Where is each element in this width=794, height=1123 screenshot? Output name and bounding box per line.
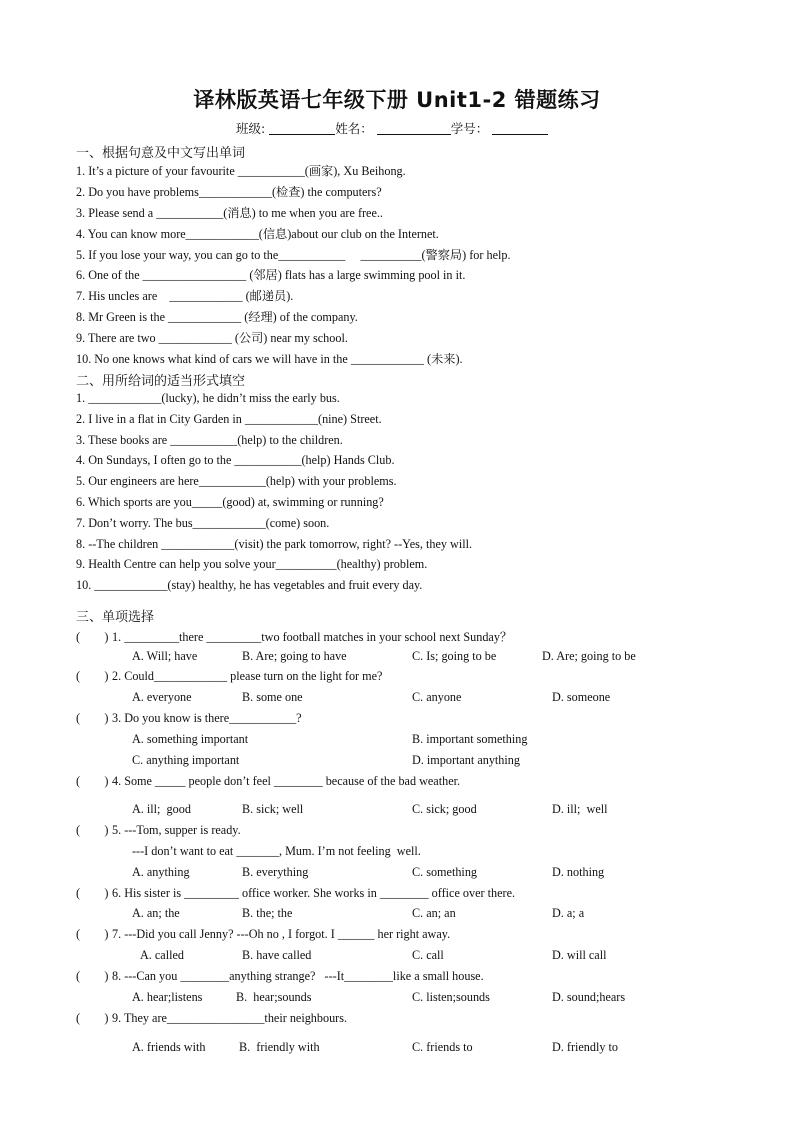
answer-blank[interactable]: ( ) (76, 927, 109, 941)
option-c: C. sick; good (412, 802, 477, 816)
question-stem-line2: ---I don’t want to eat _______, Mum. I’m not feeling well. (132, 844, 421, 858)
option-c: C. anyone (412, 690, 462, 704)
option-c: C. listen;sounds (412, 990, 490, 1004)
option-a: A. hear;listens (132, 990, 203, 1004)
section2-item: 8. --The children ____________(visit) the park tomorrow, right? --Yes, they will. (76, 537, 473, 551)
mc-question-3 (76, 711, 302, 726)
name-label: 姓名： (335, 121, 373, 136)
option-c: C. friends to (412, 1040, 473, 1054)
section1-heading: 一、根据句意及中文写出单词 (76, 146, 246, 161)
mc-question-7 (76, 927, 450, 942)
section1-item: 3. Please send a ___________(消息) to me when you are free.. (76, 206, 383, 220)
option-b: B. friendly with (239, 1040, 320, 1054)
page-title: 译林版英语七年级下册 Unit1-2 错题练习 (193, 88, 601, 112)
answer-blank[interactable]: ( ) (76, 823, 109, 837)
question-stem: 7. ---Did you call Jenny? ---Oh no , I forgot. I ______ her right away. (112, 927, 451, 941)
mc-question-8 (76, 969, 484, 984)
section2-item: 9. Health Centre can help you solve your__________(healthy) problem. (76, 557, 428, 571)
option-b: B. hear;sounds (236, 990, 312, 1004)
answer-blank[interactable]: ( ) (76, 1011, 109, 1025)
option-d: D. nothing (552, 865, 605, 879)
question-stem: 4. Some _____ people don’t feel ________ because of the bad weather. (112, 774, 461, 788)
section2-item: 1. ____________(lucky), he didn’t miss the early bus. (76, 391, 340, 405)
section1-item: 6. One of the _________________ (邻居) flats has a large swimming pool in it. (76, 268, 466, 282)
section2-item: 5. Our engineers are here___________(help) with your problems. (76, 474, 397, 488)
mc-question-4 (76, 774, 460, 789)
section1-item: 5. If you lose your way, you can go to the___________ __________(警察局) for help. (76, 248, 511, 262)
class-blank[interactable] (269, 122, 335, 135)
mc-question-6 (76, 886, 515, 901)
id-label: 学号： (450, 121, 489, 136)
section2-item: 3. These books are ___________(help) to the children. (76, 433, 343, 447)
option-c: C. an; an (412, 906, 456, 920)
section2-item: 10. ____________(stay) healthy, he has vegetables and fruit every day. (76, 578, 423, 592)
option-b: B. the; the (242, 906, 293, 920)
option-d: D. friendly to (552, 1040, 619, 1054)
option-d: D. sound;hears (552, 990, 626, 1004)
question-stem: 2. Could____________ please turn on the light for me? (112, 669, 383, 683)
section2-item: 6. Which sports are you_____(good) at, swimming or running? (76, 495, 384, 509)
section1-item: 1. It’s a picture of your favourite ___________(画家), Xu Beihong. (76, 164, 406, 178)
section3-heading: 三、单项选择 (76, 610, 155, 625)
answer-blank[interactable]: ( ) (76, 630, 109, 644)
option-d: D. Are; going to be (542, 649, 636, 663)
section1-item: 8. Mr Green is the ____________ (经理) of the company. (76, 310, 358, 324)
question-stem: 8. ---Can you ________anything strange? ---It________like a small house. (112, 969, 484, 983)
option-c: C. Is; going to be (412, 649, 497, 663)
option-a: A. anything (132, 865, 190, 879)
id-blank[interactable] (492, 122, 548, 135)
option-c: C. call (412, 948, 444, 962)
mc-question-1 (76, 628, 512, 645)
section2-heading: 二、用所给词的适当形式填空 (76, 374, 246, 389)
question-stem: 5. ---Tom, supper is ready. (112, 823, 241, 837)
option-a: A. Will; have (132, 649, 198, 663)
section1-item: 7. His uncles are ____________ (邮递员). (76, 289, 294, 303)
option-d: D. ill; well (552, 802, 608, 816)
mc-question-5 (76, 823, 241, 838)
section1-item: 10. No one knows what kind of cars we will have in the ____________ (未来). (76, 352, 463, 366)
option-d: D. will call (552, 948, 607, 962)
option-b: B. everything (242, 865, 309, 879)
question-stem: 6. His sister is _________ office worker. She works in ________ office over there. (112, 886, 516, 900)
option-d: D. important anything (412, 753, 520, 767)
option-a: A. everyone (132, 690, 192, 704)
section1-item: 4. You can know more____________(信息)about our club on the Internet. (76, 227, 439, 241)
option-b: B. Are; going to have (242, 649, 347, 663)
option-a: A. friends with (132, 1040, 206, 1054)
option-d: D. someone (552, 690, 611, 704)
option-b: B. important something (412, 732, 528, 746)
question-stem: 1. _________there _________two football matches in your school next Sunday？ (112, 630, 513, 644)
student-info-row (236, 119, 548, 137)
question-stem: 3. Do you know is there___________? (112, 711, 302, 725)
section2-item: 4. On Sundays, I often go to the ___________(help) Hands Club. (76, 453, 395, 467)
option-a: A. ill; good (132, 802, 191, 816)
name-blank[interactable] (377, 122, 451, 135)
option-b: B. sick; well (242, 802, 304, 816)
section1-item: 2. Do you have problems____________(检查) the computers? (76, 185, 382, 199)
option-c: C. something (412, 865, 478, 879)
question-stem: 9. They are________________their neighbours. (112, 1011, 348, 1025)
option-a: A. something important (132, 732, 249, 746)
answer-blank[interactable]: ( ) (76, 969, 109, 983)
answer-blank[interactable]: ( ) (76, 774, 109, 788)
answer-blank[interactable]: ( ) (76, 711, 109, 725)
mc-question-2 (76, 669, 382, 684)
class-label: 班级: (236, 121, 266, 136)
option-d: D. a; a (552, 906, 585, 920)
answer-blank[interactable]: ( ) (76, 669, 109, 683)
section2-item: 2. I live in a flat in City Garden in ____________(nine) Street. (76, 412, 382, 426)
option-a: A. called (140, 948, 184, 962)
mc-question-9 (76, 1011, 347, 1026)
option-b: B. some one (242, 690, 303, 704)
option-c: C. anything important (132, 753, 240, 767)
section1-item: 9. There are two ____________ (公司) near my school. (76, 331, 348, 345)
option-b: B. have called (242, 948, 312, 962)
section2-item: 7. Don’t worry. The bus____________(come) soon. (76, 516, 330, 530)
option-a: A. an; the (132, 906, 180, 920)
answer-blank[interactable]: ( ) (76, 886, 109, 900)
